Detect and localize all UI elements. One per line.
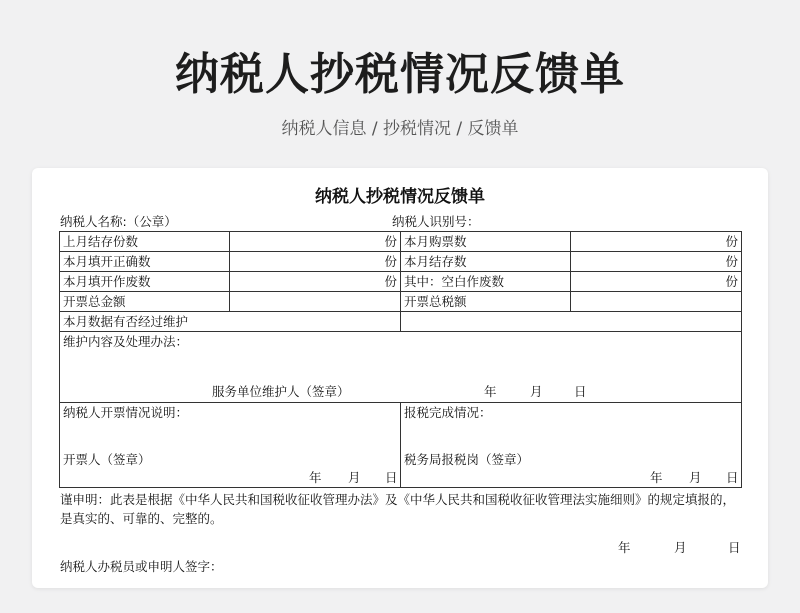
table-row	[60, 272, 742, 292]
signer-label: 纳税人办税员或申明人签字：	[60, 559, 223, 574]
tax-done-label: 报税完成情况：	[404, 405, 492, 420]
maintained-value-cell[interactable]	[401, 312, 742, 332]
maintenance-cell[interactable]	[60, 332, 742, 403]
invoice-desc-label: 纳税人开票情况说明：	[63, 405, 189, 420]
page-subtitle: 纳税人信息 / 抄税情况 / 反馈单	[281, 119, 519, 139]
page-title: 纳税人抄税情况反馈单	[175, 49, 625, 100]
table-row	[60, 232, 742, 252]
date-year: 年	[309, 470, 322, 485]
invoicer-sign-label: 开票人（签章）	[63, 452, 151, 467]
date-day: 日	[728, 540, 741, 555]
document-card	[32, 168, 768, 588]
table-row	[60, 312, 742, 332]
table-row	[60, 292, 742, 312]
feedback-form-table	[59, 231, 742, 488]
invoice-desc-cell[interactable]	[60, 403, 401, 488]
maintained-label: 本月数据有否经过维护	[60, 312, 401, 332]
row-label: 其中：空白作废数	[401, 272, 571, 292]
table-row	[60, 252, 742, 272]
row-label: 开票总税额	[401, 292, 571, 312]
value-cell[interactable]	[571, 292, 742, 312]
taxpayer-name-label: 纳税人名称:（公章）	[60, 214, 177, 229]
row-label: 本月填开正确数	[60, 252, 230, 272]
row-label: 本月结存数	[401, 252, 571, 272]
value-cell[interactable]: 份	[230, 252, 401, 272]
date-year: 年	[618, 540, 631, 555]
value-cell[interactable]: 份	[571, 272, 742, 292]
table-row	[60, 403, 742, 488]
date-day: 日	[385, 470, 398, 485]
declaration-text: 谨申明：此表是根据《中华人民共和国税收征收管理办法》及《中华人民共和国税收征收管理法实施细则》的规定填报的，是真实的、可靠的、完整的。	[60, 492, 736, 526]
value-cell[interactable]: 份	[230, 232, 401, 252]
maintainer-sign-label: 服务单位维护人（签章）	[212, 384, 350, 399]
date-year: 年	[484, 384, 497, 399]
row-label: 本月购票数	[401, 232, 571, 252]
table-row	[60, 332, 742, 403]
date-month: 月	[674, 540, 687, 555]
date-month: 月	[689, 470, 702, 485]
date-day: 日	[726, 470, 739, 485]
tax-office-sign-label: 税务局报税岗（签章）	[404, 452, 530, 467]
tax-done-cell[interactable]	[401, 403, 742, 488]
row-label: 开票总金额	[60, 292, 230, 312]
row-label: 上月结存份数	[60, 232, 230, 252]
maintenance-label: 维护内容及处理办法：	[63, 334, 189, 349]
value-cell[interactable]	[230, 292, 401, 312]
row-label: 本月填开作废数	[60, 272, 230, 292]
value-cell[interactable]: 份	[571, 252, 742, 272]
date-month: 月	[530, 384, 543, 399]
taxpayer-id-label: 纳税人识别号：	[392, 214, 480, 229]
value-cell[interactable]: 份	[571, 232, 742, 252]
document-title: 纳税人抄税情况反馈单	[315, 187, 485, 207]
value-cell[interactable]: 份	[230, 272, 401, 292]
date-year: 年	[650, 470, 663, 485]
date-month: 月	[348, 470, 361, 485]
date-day: 日	[574, 384, 587, 399]
